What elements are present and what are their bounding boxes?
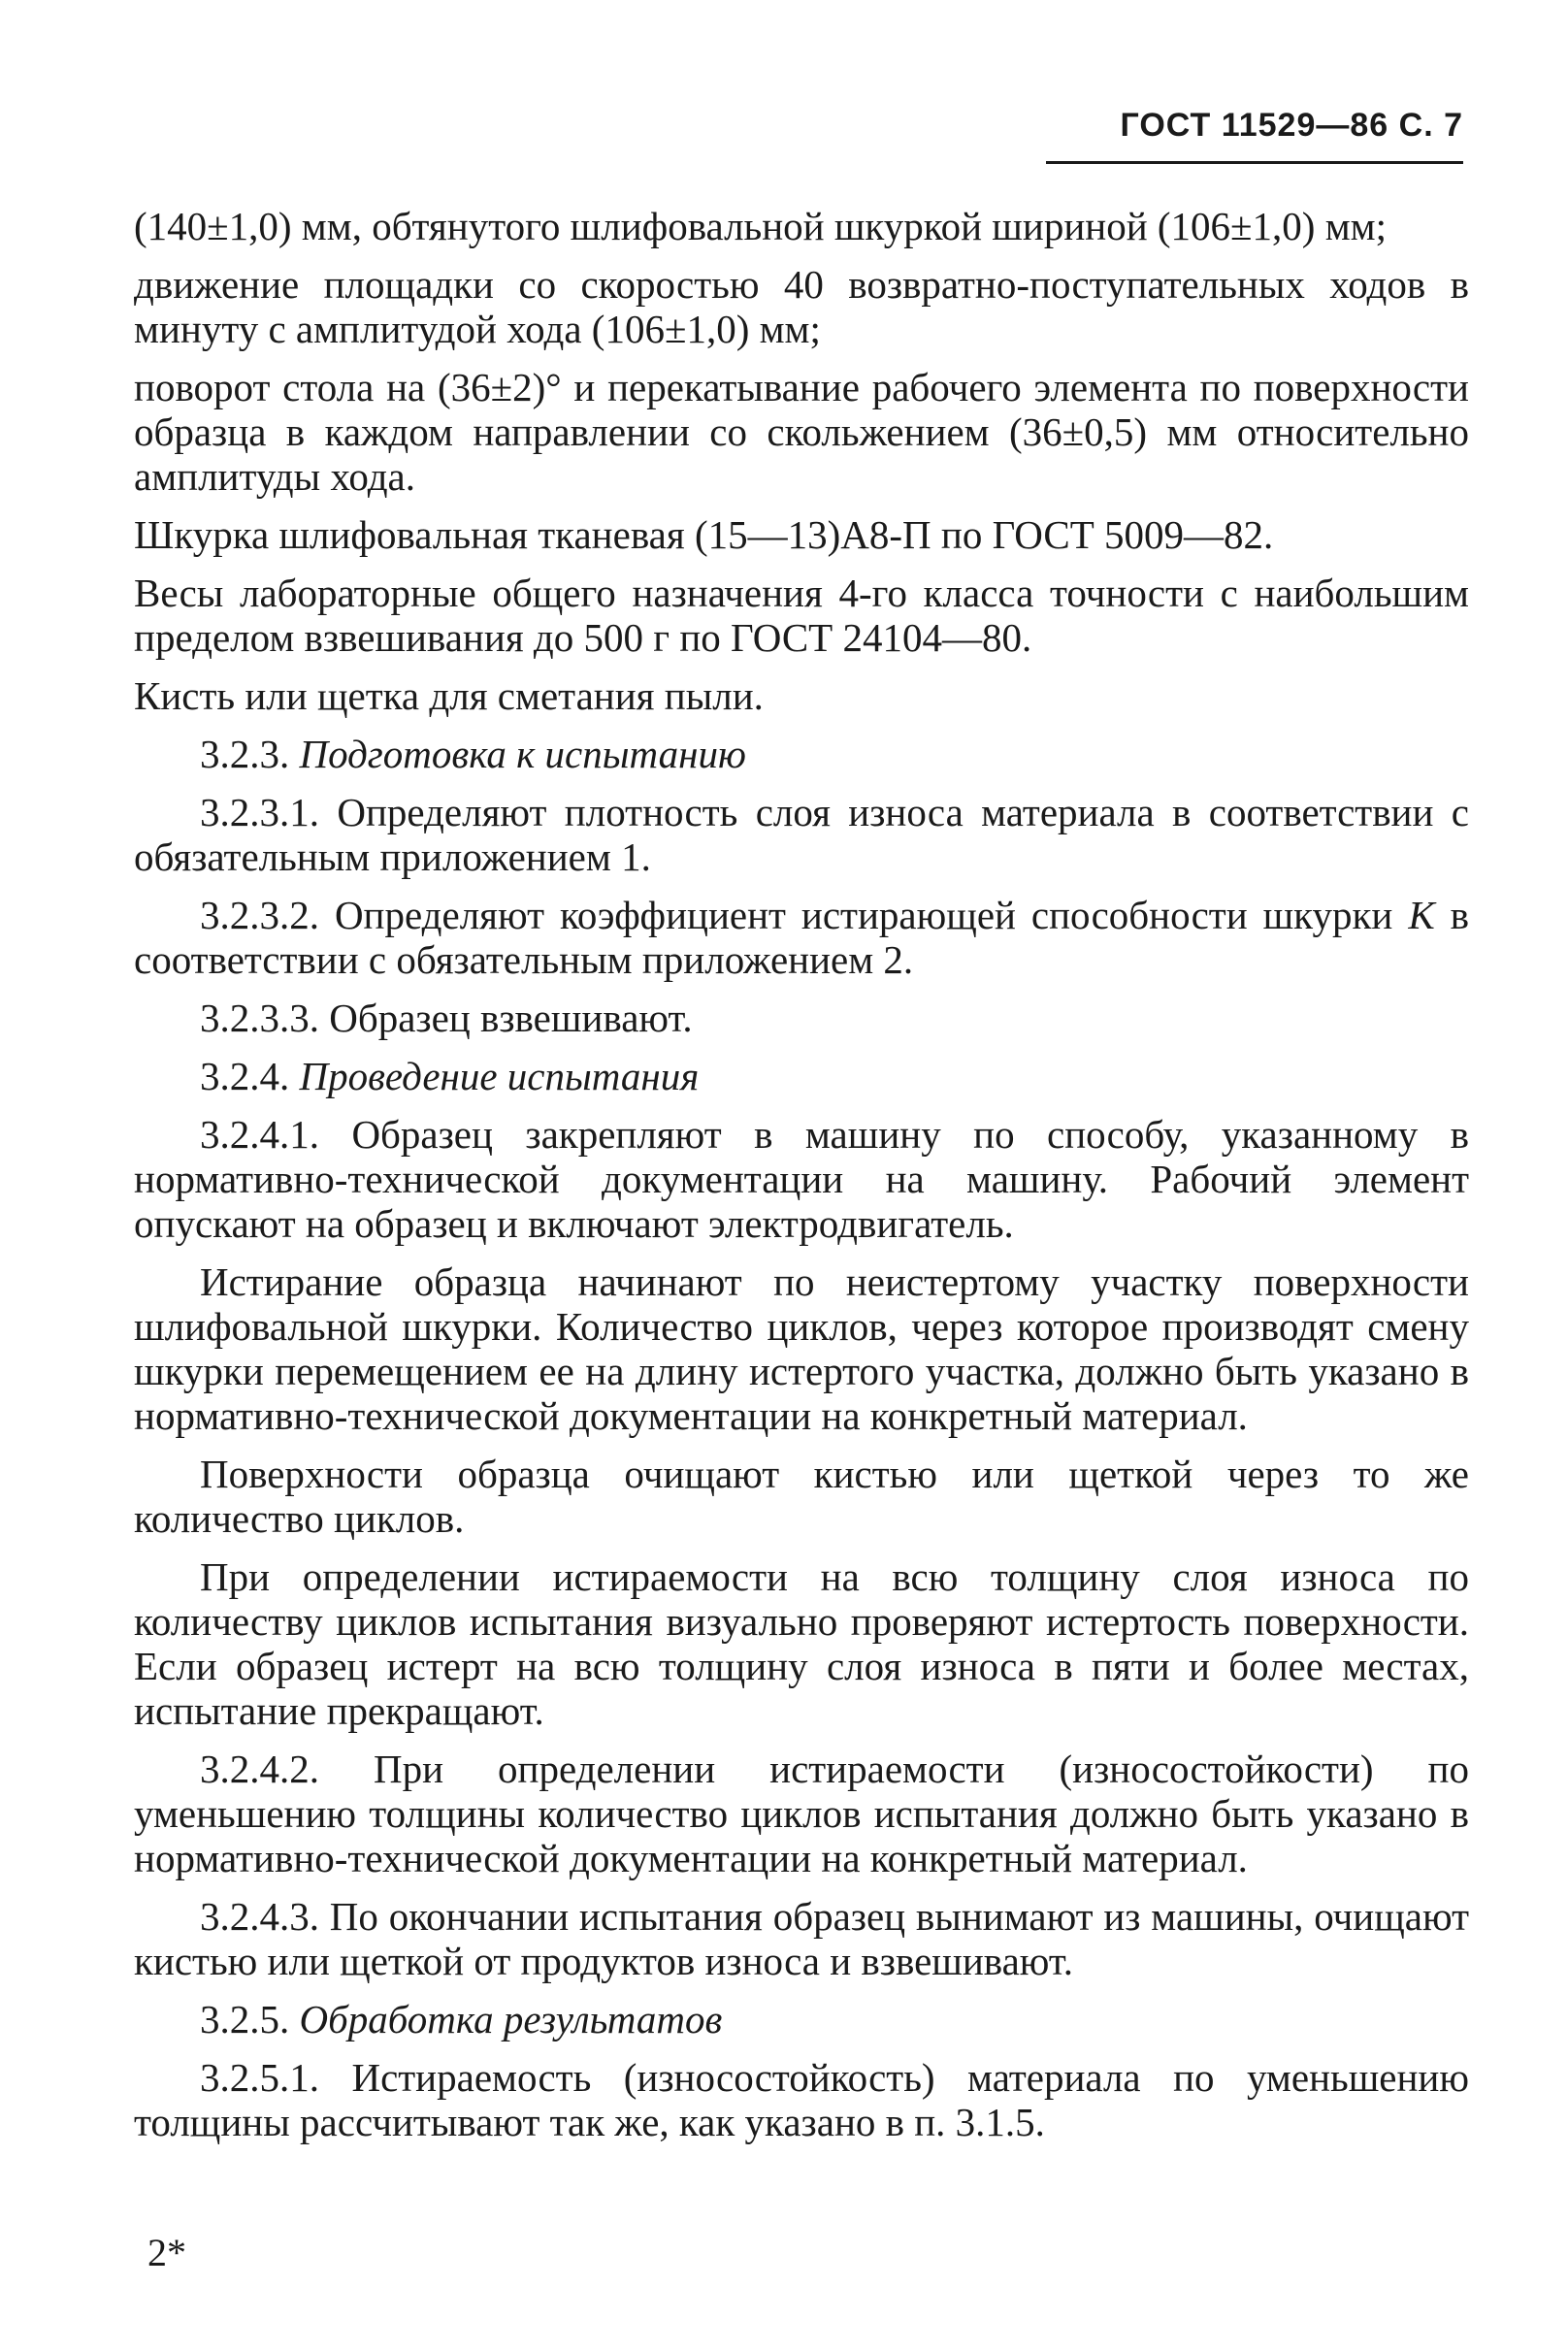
- section-heading-3-2-5: [134, 1997, 1469, 2042]
- paragraph-text: 3.2.3.2. Определяют коэффициент истирающей способности шкурки: [200, 893, 1409, 937]
- section-number: 3.2.5.: [200, 1997, 300, 2042]
- paragraph-text: в соответствии с обязательным приложением 2.: [134, 893, 1469, 982]
- section-heading-3-2-3: [134, 732, 1469, 776]
- paragraph: 3.2.3.3. Образец взвешивают.: [200, 996, 693, 1040]
- section-heading-3-2-4: [134, 1054, 1469, 1098]
- document-body: [134, 204, 1469, 2158]
- section-title: Проведение испытания: [299, 1054, 700, 1098]
- page-footer-signature: 2*: [147, 2231, 186, 2274]
- paragraph: 3.2.3.1. Определяют плотность слоя износа материала в соответствии с обязательным приложением 1.: [134, 790, 1469, 879]
- section-title: Подготовка к испытанию: [299, 732, 746, 776]
- coefficient-symbol: K: [1408, 893, 1435, 937]
- section-number: 3.2.4.: [200, 1054, 300, 1098]
- paragraph: поворот стола на (36±2)° и перекатывание рабочего элемента по поверхности образца в каждом направлении со скольжением (36±0,5) мм относительно амплитуды хода.: [134, 365, 1469, 499]
- paragraph: 3.2.4.1. Образец закрепляют в машину по способу, указанному в нормативно-технической документации на машину. Рабочий элемент опускают на образец и включают электродвигатель.: [134, 1112, 1469, 1246]
- section-number: 3.2.3.: [200, 732, 300, 776]
- header-rule: [1046, 161, 1463, 164]
- paragraph: [134, 893, 1469, 982]
- paragraph: 3.2.4.2. При определении истираемости (износостойкости) по уменьшению толщины количество циклов испытания должно быть указано в нормативно-технической документации на конкретный материал.: [134, 1747, 1469, 1880]
- paragraph: 3.2.5.1. Истираемость (износостойкость) материала по уменьшению толщины рассчитывают так же, как указано в п. 3.1.5.: [134, 2055, 1469, 2144]
- page-header: ГОСТ 11529—86 С. 7: [1120, 107, 1463, 144]
- paragraph: Шкурка шлифовальная тканевая (15—13)А8-П по ГОСТ 5009—82.: [134, 512, 1274, 557]
- paragraph: (140±1,0) мм, обтянутого шлифовальной шкуркой шириной (106±1,0) мм;: [134, 204, 1387, 248]
- paragraph: Истирание образца начинают по неистертому участку поверхности шлифовальной шкурки. Количество циклов, через которое производят смену шкурки перемещением ее на длину истертого участка, должно быть указано в нормативно-технической документации на конкретный материал.: [134, 1259, 1469, 1438]
- paragraph: При определении истираемости на всю толщину слоя износа по количеству циклов испытания визуально проверяют истертость поверхности. Если образец истерт на всю толщину слоя износа в пяти и более местах, испытание прекращают.: [134, 1554, 1469, 1733]
- paragraph: движение площадки со скоростью 40 возвратно-поступательных ходов в минуту с амплитудой хода (106±1,0) мм;: [134, 262, 1469, 351]
- paragraph: Поверхности образца очищают кистью или щеткой через то же количество циклов.: [134, 1452, 1469, 1541]
- paragraph: Кисть или щетка для сметания пыли.: [134, 673, 764, 718]
- paragraph: 3.2.4.3. По окончании испытания образец вынимают из машины, очищают кистью или щеткой от продуктов износа и взвешивают.: [134, 1894, 1469, 1983]
- section-title: Обработка результатов: [299, 1997, 723, 2042]
- paragraph: Весы лабораторные общего назначения 4-го класса точности с наибольшим пределом взвешивания до 500 г по ГОСТ 24104—80.: [134, 571, 1469, 660]
